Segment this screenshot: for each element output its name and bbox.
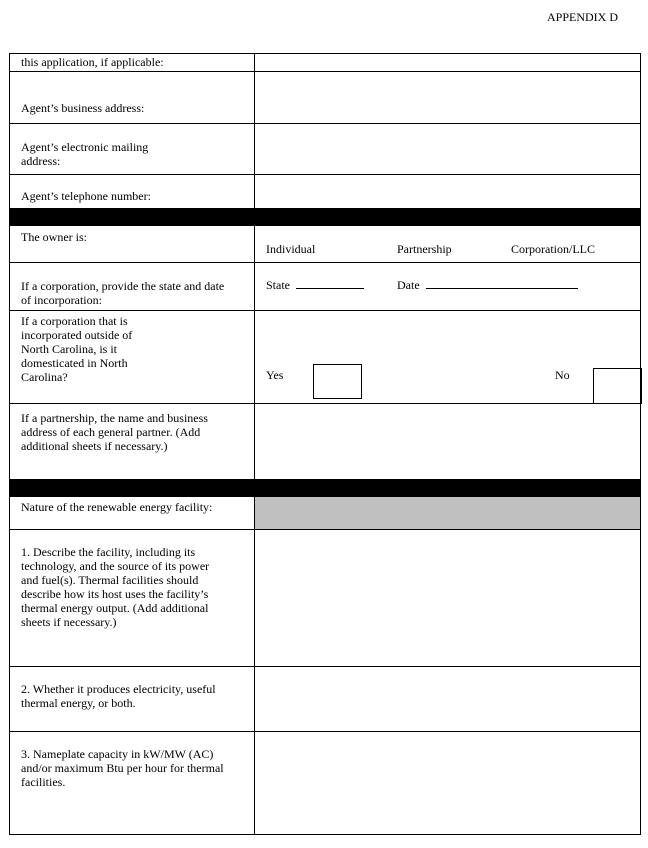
row-describe <box>10 530 640 667</box>
state-label: State <box>266 278 290 292</box>
state-blank[interactable] <box>296 278 364 289</box>
field-agent-email[interactable] <box>255 124 640 174</box>
label-produces: 2. Whether it produces electricity, useful thermal energy, or both. <box>21 682 216 710</box>
no-checkbox[interactable] <box>593 368 642 404</box>
label-nature: Nature of the renewable energy facility: <box>21 500 213 514</box>
label-capacity: 3. Nameplate capacity in kW/MW (AC) and/or maximum Btu per hour for thermal facilities. <box>21 747 224 789</box>
row-capacity <box>10 732 640 834</box>
field-produces[interactable] <box>255 667 640 731</box>
row-application <box>10 54 640 72</box>
row-partnership <box>10 404 640 480</box>
date-label: Date <box>397 278 420 292</box>
row-nature <box>10 497 640 530</box>
yes-checkbox[interactable] <box>313 364 362 399</box>
option-individual[interactable]: Individual <box>266 242 316 256</box>
field-capacity[interactable] <box>255 732 640 834</box>
row-owner-type <box>10 226 640 263</box>
yes-label: Yes <box>266 368 284 382</box>
row-agent-email <box>10 124 640 175</box>
label-domesticated: If a corporation that is incorporated outside of North Carolina, is it domesticated in North Carolina? <box>21 314 133 384</box>
row-agent-address <box>10 72 640 124</box>
label-owner-type: The owner is: <box>21 230 87 244</box>
option-corporation-llc[interactable]: Corporation/LLC <box>511 242 595 256</box>
label-agent-email: Agent’s electronic mailing address: <box>21 140 149 168</box>
section-divider-2 <box>10 480 640 497</box>
date-field[interactable] <box>397 278 578 293</box>
label-incorporation: If a corporation, provide the state and date of incorporation: <box>21 279 225 307</box>
application-form <box>9 53 641 835</box>
label-agent-phone: Agent’s telephone number: <box>21 189 151 203</box>
label-partnership: If a partnership, the name and business address of each general partner. (Add additional sheets if necessary.) <box>21 411 208 453</box>
appendix-label: APPENDIX D <box>546 10 618 24</box>
date-blank[interactable] <box>426 278 578 289</box>
option-partnership[interactable]: Partnership <box>397 242 452 256</box>
label-application: this application, if applicable: <box>21 55 164 69</box>
field-agent-address[interactable] <box>255 72 640 123</box>
field-describe[interactable] <box>255 530 640 666</box>
row-agent-phone <box>10 175 640 209</box>
field-application[interactable] <box>255 54 640 71</box>
field-nature-shaded <box>255 497 640 529</box>
section-divider <box>10 209 640 226</box>
field-partnership[interactable] <box>255 404 640 479</box>
row-domesticated <box>10 311 640 404</box>
state-field[interactable] <box>266 278 364 293</box>
row-produces <box>10 667 640 732</box>
field-agent-phone[interactable] <box>255 175 640 208</box>
label-describe: 1. Describe the facility, including its technology, and the source of its power and fuel(s). Thermal facilities should describe how its host uses the facility’s thermal energy output. (Add additional sheets if necessary.) <box>21 545 210 629</box>
row-incorporation <box>10 263 640 311</box>
no-label: No <box>555 368 570 382</box>
label-agent-address: Agent’s business address: <box>21 101 145 115</box>
